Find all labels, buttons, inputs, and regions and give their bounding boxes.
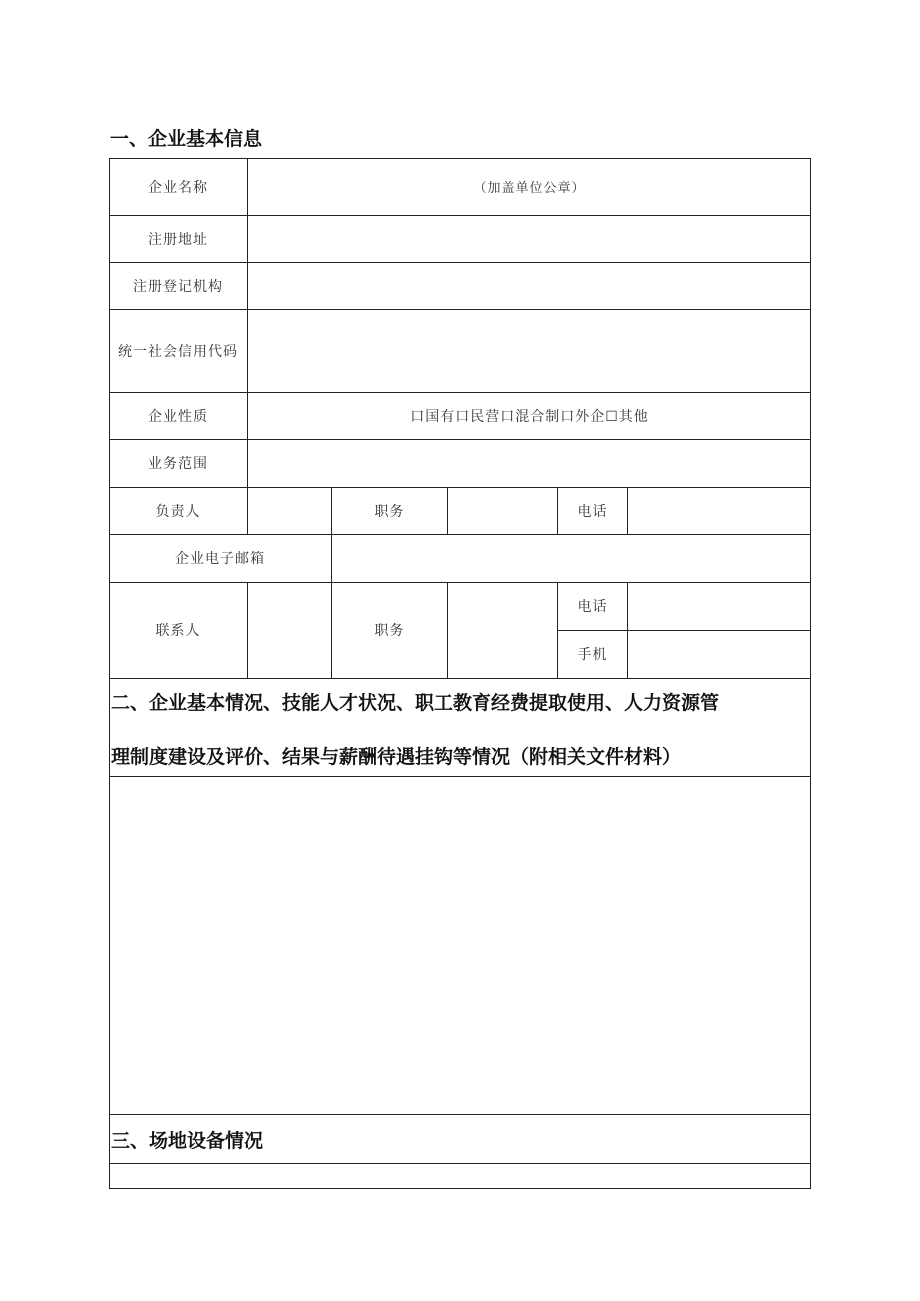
principal-phone-field[interactable]	[628, 487, 811, 534]
contact-position-label: 职务	[374, 623, 405, 639]
section-2-content-area[interactable]	[110, 777, 810, 1114]
section-2-title-line1: 二、企业基本情况、技能人才状况、职工教育经费提取使用、人力资源管	[111, 692, 720, 714]
section-3-title: 三、场地设备情况	[111, 1130, 264, 1152]
principal-label: 负责人	[155, 503, 201, 520]
row-divider	[109, 678, 811, 679]
enterprise-info-form	[109, 158, 811, 1189]
border-bottom	[109, 1188, 811, 1189]
section-3-content-area[interactable]	[110, 1164, 810, 1188]
contact-label: 联系人	[155, 623, 201, 639]
principal-field[interactable]	[248, 487, 331, 534]
business-scope-label: 业务范围	[148, 456, 208, 472]
contact-position-field[interactable]	[448, 582, 557, 678]
credit-code-field[interactable]	[248, 309, 811, 392]
company-email-field[interactable]	[332, 534, 811, 582]
contact-mobile-field[interactable]	[628, 630, 811, 678]
contact-mobile-label: 手机	[577, 647, 608, 663]
contact-field[interactable]	[248, 582, 331, 678]
company-name-field[interactable]: （加盖单位公章）	[473, 181, 586, 196]
enterprise-nature-options[interactable]: 口国有口民营口混合制口外企☐其他	[410, 408, 649, 425]
company-name-label: 企业名称	[148, 179, 208, 196]
principal-position-field[interactable]	[448, 487, 557, 534]
registration-authority-label: 注册登记机构	[133, 278, 223, 295]
contact-phone-label: 电话	[577, 599, 608, 615]
credit-code-label: 统一社会信用代码	[118, 343, 238, 360]
principal-position-label: 职务	[374, 503, 405, 520]
enterprise-nature-label: 企业性质	[148, 408, 208, 425]
section-1-title: 一、企业基本信息	[110, 128, 263, 150]
registered-address-field[interactable]	[248, 215, 811, 262]
principal-phone-label: 电话	[577, 503, 608, 520]
company-email-label: 企业电子邮箱	[175, 551, 265, 567]
row-divider	[109, 1114, 811, 1115]
contact-phone-field[interactable]	[628, 582, 811, 630]
section-2-title-line2: 理制度建设及评价、结果与薪酬待遇挂钩等情况（附相关文件材料）	[111, 746, 682, 768]
registration-authority-field[interactable]	[248, 262, 811, 309]
business-scope-field[interactable]	[248, 439, 811, 487]
registered-address-label: 注册地址	[148, 231, 208, 248]
